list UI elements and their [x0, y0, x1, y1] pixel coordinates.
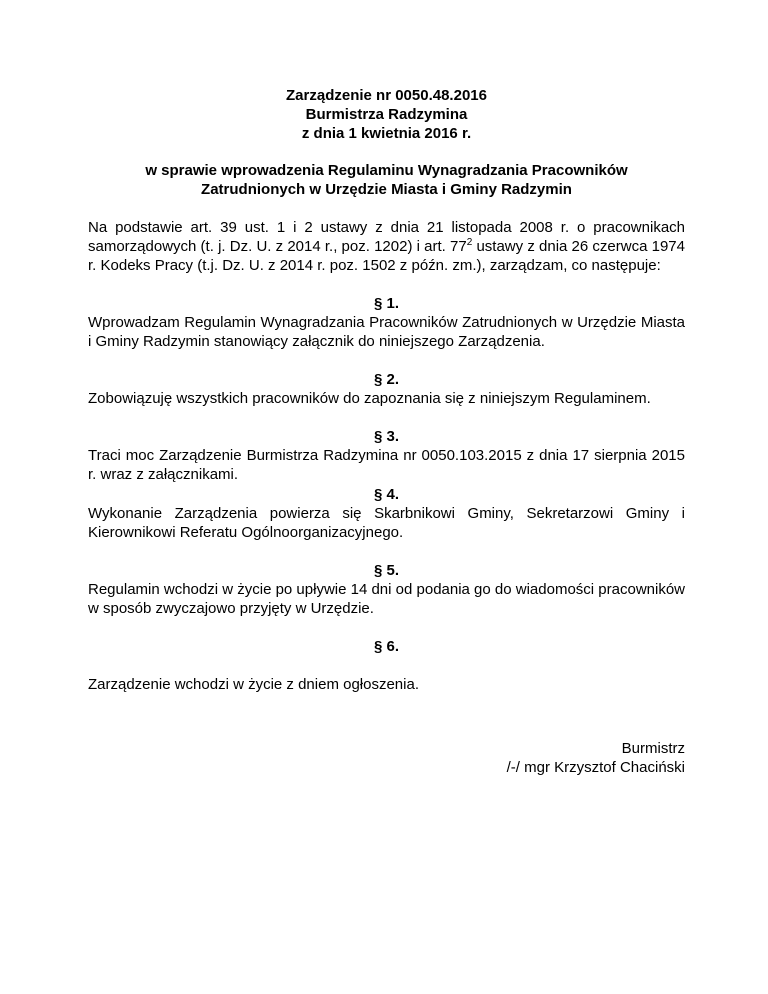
section-4: [88, 485, 685, 542]
section-6-text: Zarządzenie wchodzi w życie z dniem ogłoszenia.: [88, 676, 419, 693]
subject-line-2: Zatrudnionych w Urzędzie Miasta i Gminy Radzymin: [201, 181, 572, 198]
section-2: [88, 370, 685, 408]
preamble-text-1: Na podstawie art. 39 ust. 1 i 2 ustawy z dnia 21 listopada 2008 r. o pracownikach samorządowych (t. j. Dz. U. z 2014 r., poz. 1202) i art. 77: [88, 219, 685, 255]
document-header: [88, 86, 685, 143]
document-date: z dnia 1 kwietnia 2016 r.: [301, 125, 472, 142]
preamble-superscript: 2: [466, 237, 473, 248]
preamble-text-2: ustawy z dnia 26 czerwca 1974 r. Kodeks Pracy (t.j. Dz. U. z 2014 r. poz. 1502 z późn. zm.), zarządzam, co następuje:: [88, 238, 685, 274]
section-6-heading: § 6.: [373, 638, 400, 655]
section-6: [88, 637, 685, 694]
section-2-text: Zobowiązuję wszystkich pracowników do zapoznania się z niniejszym Regulaminem.: [88, 390, 651, 407]
section-4-text: Wykonanie Zarządzenia powierza się Skarbnikowi Gminy, Sekretarzowi Gminy i Kierownikowi Referatu Ogólnoorganizacyjnego.: [88, 505, 685, 541]
document-subject: [88, 161, 685, 199]
preamble: [88, 218, 685, 275]
section-5: [88, 561, 685, 618]
document-page: [88, 86, 685, 777]
section-3-text: Traci moc Zarządzenie Burmistrza Radzymina nr 0050.103.2015 z dnia 17 sierpnia 2015 r. wraz z załącznikami.: [88, 447, 685, 483]
section-5-heading: § 5.: [373, 562, 400, 579]
section-1-heading: § 1.: [373, 295, 400, 312]
document-title: Zarządzenie nr 0050.48.2016: [286, 87, 487, 104]
subject-line-1: w sprawie wprowadzenia Regulaminu Wynagradzania Pracowników: [145, 162, 628, 179]
document-authority: Burmistrza Radzymina: [305, 106, 468, 123]
section-3-heading: § 3.: [373, 428, 400, 445]
section-4-heading: § 4.: [373, 486, 400, 503]
section-5-text: Regulamin wchodzi w życie po upływie 14 dni od podania go do wiadomości pracowników w sposób zwyczajowo przyjęty w Urzędzie.: [88, 581, 685, 617]
section-2-heading: § 2.: [373, 371, 400, 388]
signature-name: /-/ mgr Krzysztof Chaciński: [506, 759, 685, 776]
section-1: [88, 294, 685, 351]
signature-title: Burmistrz: [621, 740, 685, 757]
signature-block: [88, 739, 685, 777]
section-1-text: Wprowadzam Regulamin Wynagradzania Pracowników Zatrudnionych w Urzędzie Miasta i Gminy Radzymin stanowiący załącznik do niniejszego Zarządzenia.: [88, 314, 685, 350]
section-3: [88, 427, 685, 484]
